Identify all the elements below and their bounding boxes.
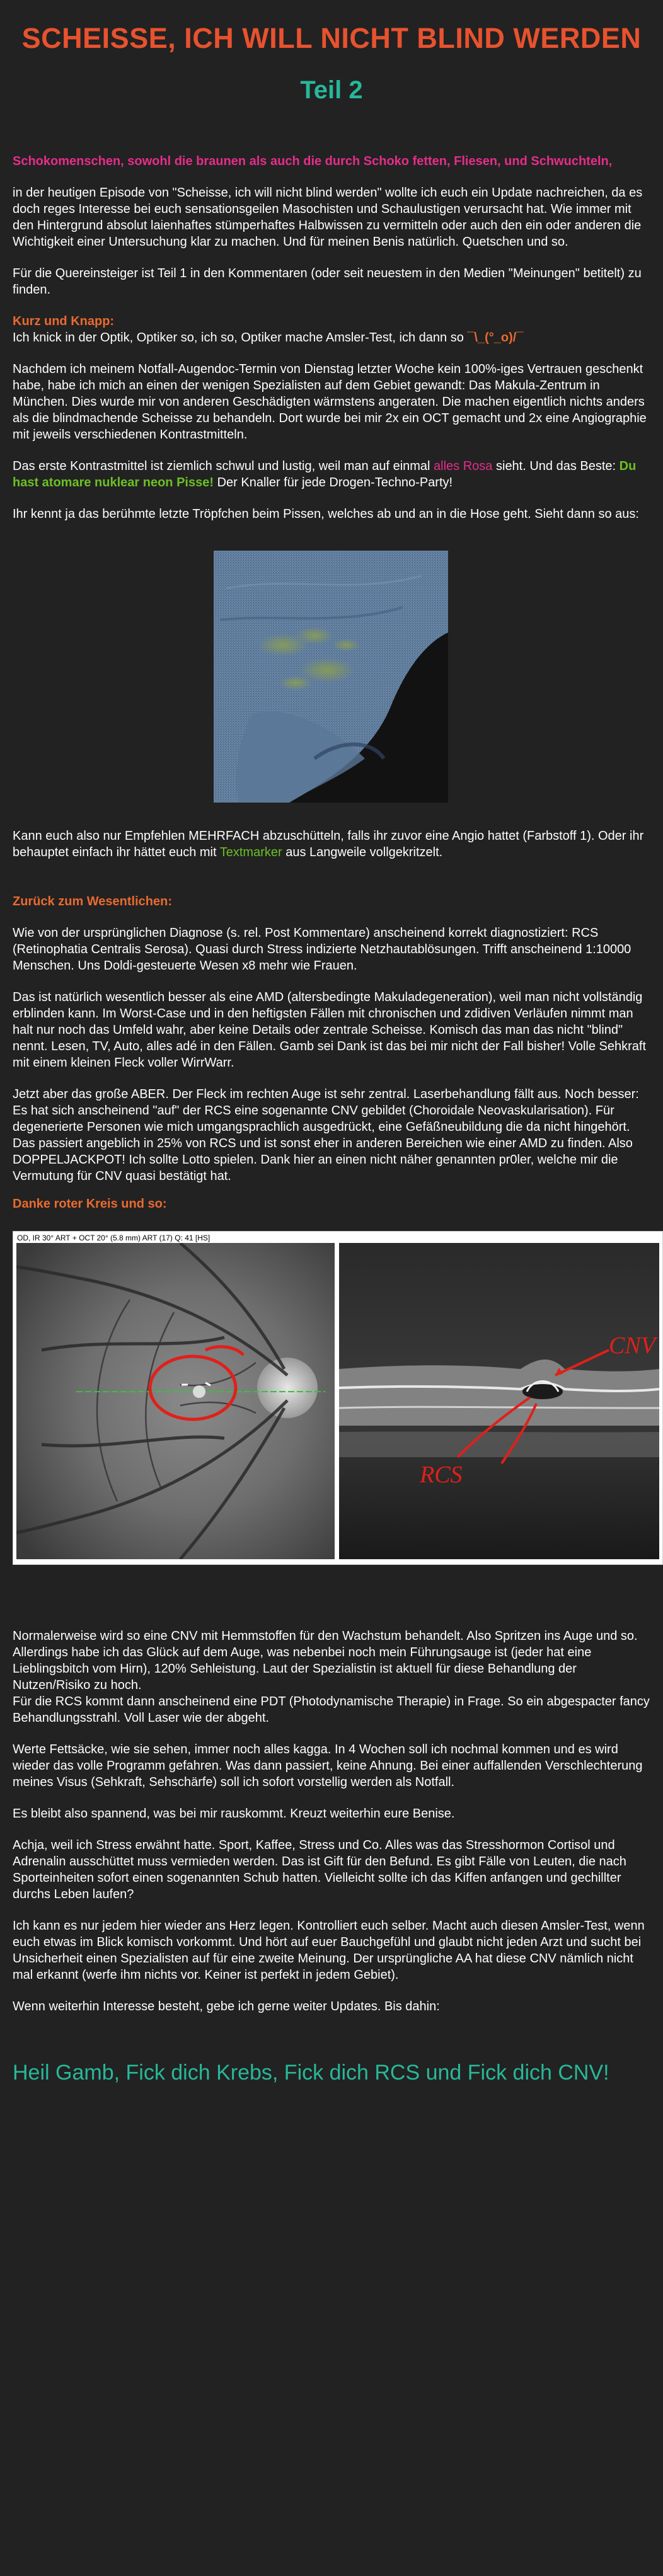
- oct-scan-figure: [13, 1231, 663, 1565]
- intro-paragraph: in der heutigen Episode von "Scheisse, ich will nicht blind werden" wollte ich euch ein Update nachreichen, da es doch reges Interesse bei euch sensationsgeilen Masochisten und Schaulustigen verursacht hat. Wie immer mit den Hintergrund absolut laienhaftes stümperhaftes Halbwissen zu vermitteln oder auch den ein oder anderen die Wichtigkeit einer Untersuchung klar zu machen. Und für meinen Benis natürlich. Quetschen und so.: [13, 185, 643, 249]
- scan-caption: OD, IR 30° ART + OCT 20° (5.8 mm) ART (17) Q: 41 [HS]: [17, 1233, 210, 1242]
- quereinsteiger-paragraph: Für die Quereinsteiger ist Teil 1 in den Kommentaren (oder seit neuestem in den Medien "Meinungen" betitelt) zu finden.: [13, 266, 642, 297]
- greeting: Schokomenschen, sowohl die braunen als auch die durch Schoko fetten, Fliesen, und Schwuchteln,: [13, 154, 613, 168]
- spannend-paragraph: Es bleibt also spannend, was bei mir rauskommt. Kreuzt weiterhin eure Benise.: [13, 1806, 455, 1821]
- troepfchen-paragraph: Ihr kennt ja das berühmte letzte Tröpfchen beim Pissen, welches ab und an in die Hose geht. Sieht dann so aus:: [13, 507, 639, 521]
- kontrast-text-c: Der Knaller für jede Drogen-Techno-Party!: [214, 475, 453, 489]
- normal-paragraph: [13, 1628, 650, 1726]
- kurz-text: Ich knick in der Optik, Optiker so, ich so, Optiker mache Amsler-Test, ich dann so: [13, 330, 468, 345]
- kontrast-text-a: Das erste Kontrastmittel ist ziemlich schwul und lustig, weil man auf einmal: [13, 459, 434, 473]
- danke-label: Danke roter Kreis und so:: [13, 1196, 167, 1211]
- annotation-cnv: CNV: [609, 1332, 655, 1359]
- werte-paragraph: Werte Fettsäcke, wie sie sehen, immer noch alles kagga. In 4 Wochen soll ich nochmal kommen und es wird wieder das volle Programm gefahren. Was dann passiert, keine Ahnung. Bei einer auffallenden Verschlechterung meines Visus (Sehkraft, Sehschärfe) soll ich sofort vorstellig werden als Notfall.: [13, 1742, 643, 1789]
- empfehlen-text-b: aus Langweile vollgekritzelt.: [282, 845, 443, 859]
- oct-scan-image: [16, 1243, 659, 1559]
- normal-text-2: Für die RCS kommt dann anscheinend eine PDT (Photodynamische Therapie) in Frage. So ein abgespacter fancy Behandlungsstrahl. Voll Laser wie der abgeht.: [13, 1694, 650, 1725]
- stress-paragraph: Achja, weil ich Stress erwähnt hatte. Sport, Kaffee, Stress und Co. Alles was das Stresshormon Cortisol und Adrenalin ausschüttet muss vermieden werden. Das ist Gift für den Befund. Es gibt Fälle von Leuten, die nach Sporteinheiten sofort einen sogenannten Schub hatten. Vielleicht sollte ich das Kiffen anfangen und gechillter durchs Leben laufen?: [13, 1838, 626, 1901]
- zurueck-label: Zurück zum Wesentlichen:: [13, 894, 173, 908]
- denim-stain-photo: [214, 551, 448, 803]
- denim-stain-image: [214, 551, 448, 803]
- shrug-emoticon: ¯\_(°_o)/¯: [467, 330, 524, 345]
- kontrast-text-b: sieht. Und das Beste:: [492, 459, 620, 473]
- notfall-paragraph: Nachdem ich meinem Notfall-Augendoc-Termin von Dienstag letzter Woche kein 100%-iges Vertrauen geschenkt habe, habe ich mich an einen der wenigen Spezialisten auf dem Gebiet gewandt: Das Makula-Zentrum in München. Dies wurde mir von anderen Geschädigten wärmstens angeraten. Die machen eigentlich nichts anders als die blindmachende Scheisse zu behandeln. Dort wurde bei mir 2x ein OCT gemacht und 2x eine Angiographie mit jeweils verschiedenen Kontrastmitteln.: [13, 362, 647, 442]
- annotation-rcs: RCS: [420, 1461, 463, 1488]
- kontrast-green: Du hast atomare nuklear neon Pisse!: [13, 459, 637, 489]
- kontrast-paragraph: [13, 458, 650, 491]
- normal-text-1: Normalerweise wird so eine CNV mit Hemmstoffen für den Wachstum behandelt. Also Spritzen ins Auge und so. Allerdings habe ich das Glück auf dem Auge, was nebenbei noch mein Führungsauge ist (jeder hat eine Lieblingsbitch vom Hirn), 120% Sehleistung. Laut der Spezialistin ist aktuell für diese Behandlung der Nutzen/Risiko zu hoch.: [13, 1629, 638, 1692]
- updates-paragraph: Wenn weiterhin Interesse besteht, gebe ich gerne weiter Updates. Bis dahin:: [13, 1999, 440, 2013]
- kurz-label: Kurz und Knapp:: [13, 314, 115, 328]
- kontrast-rosa: alles Rosa: [434, 459, 493, 473]
- empfehlen-text-a: Kann euch also nur Empfehlen MEHRFACH abzuschütteln, falls ihr zuvor eine Angio hattet (Farbstoff 1). Oder ihr behauptet einfach ihr hättet euch mit: [13, 828, 644, 859]
- page-subtitle: Teil 2: [300, 76, 363, 104]
- herz-paragraph: Ich kann es nur jedem hier wieder ans Herz legen. Kontrolliert euch selber. Macht auch diesen Amsler-Test, wenn euch etwas im Blick komisch vorkommt. Und hört auf euer Bauchgefühl und glaubt nicht jeden Arzt und sucht bei Unsicherheit einen Spezialisten auf für eine zweite Meinung. Der ursprüngliche AA hat diese CNV nämlich nicht mal erkannt (werfe ihm nichts vor. Keiner ist perfekt in jedem Gebiet).: [13, 1918, 645, 1982]
- diagnose-paragraph: Wie von der ursprünglichen Diagnose (s. rel. Post Kommentare) anscheinend korrekt diagnostiziert: RCS (Retinophatia Centralis Serosa). Quasi durch Stress indizierte Netzhautablösungen. Trifft anscheinend 1:10000 Menschen. Uns Doldi-gesteuerte Wesen x8 mehr wie Frauen.: [13, 925, 631, 973]
- closing-line: Heil Gamb, Fick dich Krebs, Fick dich RCS und Fick dich CNV!: [13, 2060, 609, 2085]
- amd-paragraph: Das ist natürlich wesentlich besser als eine AMD (altersbedingte Makuladegeneration), weil man nicht vollständig erblinden kann. Im Worst-Case und in den heftigsten Fällen mit chronischen und zdidiven Verläufen nimmt man halt nur noch das Umfeld wahr, aber keine Details oder zentrale Scheisse. Komisch das man das nicht "blind" nennt. Lesen, TV, Auto, alles adé in den Fällen. Gamb sei Dank ist das bei mir nicht der Fall bisher! Volle Sehkraft mit einem kleinen Fleck voller WirrWarr.: [13, 990, 646, 1070]
- aber-paragraph: Jetzt aber das große ABER. Der Fleck im rechten Auge ist sehr zentral. Laserbehandlung fällt aus. Noch besser: Es hat sich anscheinend "auf" der RCS eine sogenannte CNV gebildet (Choroidale Neovaskularisation). Für degenerierte Personen wie mich umgangsprachlich ausgedrückt, eine Gefäßneubildung die da nicht hingehört. Das passiert angeblich in 25% von RCS und ist sonst eher in anderen Bereichen wie einer AMD zu finden. Also DOPPELJACKPOT! Ich sollte Lotto spielen. Dank hier an einen nicht näher genannten pr0ler, welche mir die Vermutung für CNV quasi bestätigt hat.: [13, 1087, 639, 1183]
- empfehlen-paragraph: [13, 828, 650, 861]
- page-title: SCHEISSE, ICH WILL NICHT BLIND WERDEN: [21, 22, 642, 54]
- kurz-paragraph: [13, 313, 650, 346]
- empfehlen-green: Textmarker: [219, 845, 282, 859]
